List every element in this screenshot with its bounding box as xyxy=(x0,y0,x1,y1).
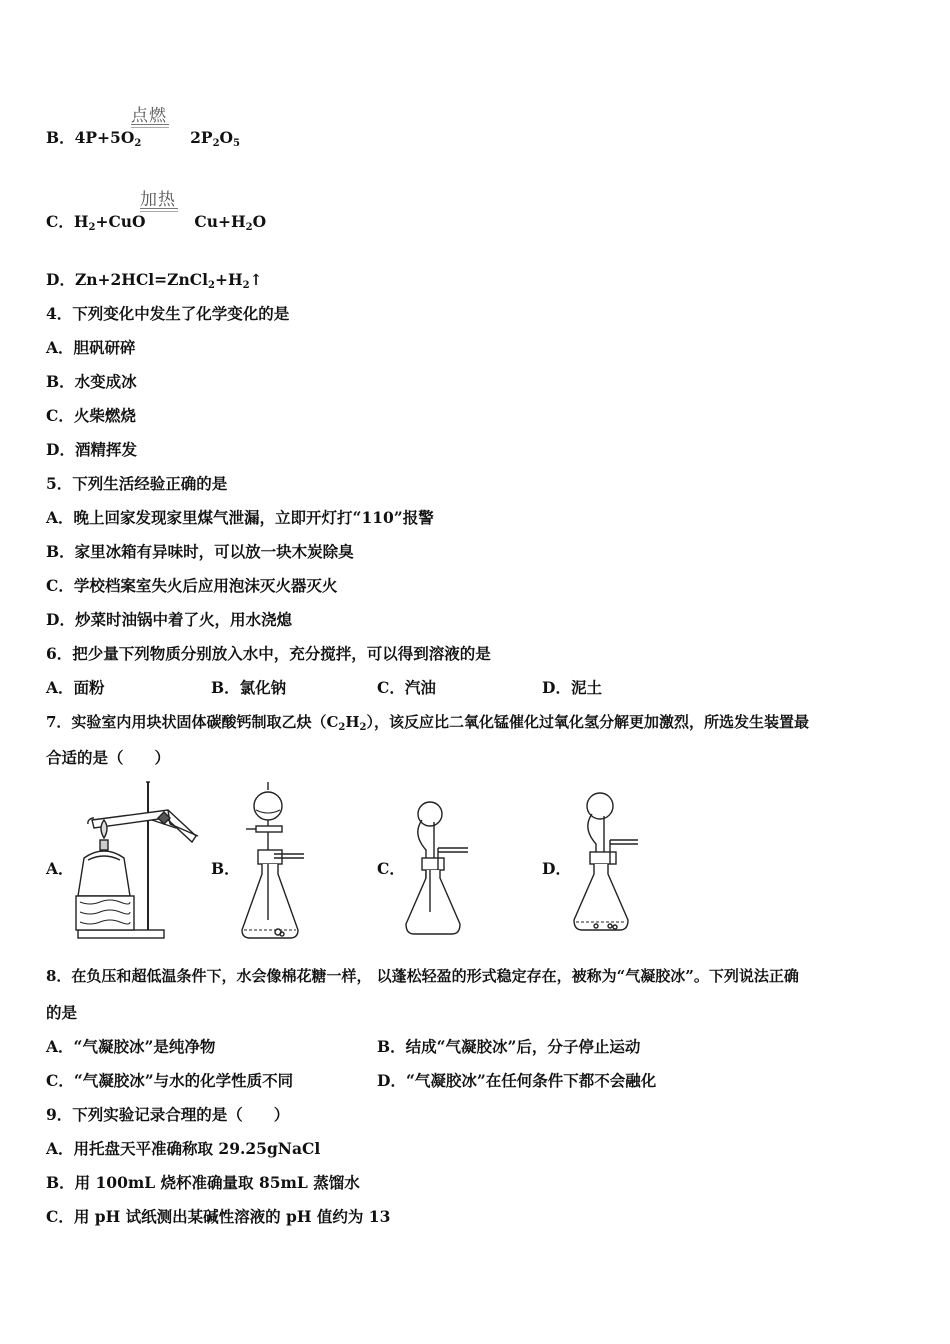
option-label: D． xyxy=(46,270,75,289)
q7-stem-line2: 合适的是（ ） xyxy=(46,748,171,767)
q5-option-a[interactable]: A．晚上回家发现家里煤气泄漏，立即开灯打“110”报警 xyxy=(46,508,434,527)
apparatus-a-heating-tube-icon[interactable] xyxy=(70,780,205,942)
stem-text: ），该反应比二氧化锰催化过氧化氢分解更加激烈，所选发生装置最 xyxy=(366,713,810,731)
equation-rhs: O xyxy=(252,212,267,231)
option-label: B． xyxy=(46,128,75,147)
q5-option-d[interactable]: D．炒菜时油锅中着了火，用水浇熄 xyxy=(46,610,292,629)
equation: +H xyxy=(214,270,243,289)
equation-lhs: 4P+5O xyxy=(74,128,135,147)
q8-option-a[interactable]: A．“气凝胶冰”是纯净物 xyxy=(46,1037,216,1056)
equation-rhs: Cu+H xyxy=(194,212,246,231)
reaction-condition-ignite: 点燃 xyxy=(131,106,167,126)
q6-option-a[interactable]: A．面粉 xyxy=(46,678,105,697)
reaction-condition-heat: 加热 xyxy=(140,190,176,210)
q7-option-b-label[interactable]: B． xyxy=(211,859,240,878)
q8-option-d[interactable]: D．“气凝胶冰”在任何条件下都不会融化 xyxy=(377,1071,657,1090)
subscript: 2 xyxy=(212,138,220,149)
q9-option-c[interactable]: C．用 pH 试纸测出某碱性溶液的 pH 值约为 13 xyxy=(46,1207,391,1226)
equation-rhs: O xyxy=(219,128,234,147)
subscript: 2 xyxy=(88,222,96,233)
q7-stem-line1 xyxy=(46,712,809,738)
q4-stem: 4．下列变化中发生了化学变化的是 xyxy=(46,304,290,323)
q6-option-b[interactable]: B．氯化钠 xyxy=(211,678,287,697)
subscript: 2 xyxy=(242,280,250,291)
subscript: 2 xyxy=(207,280,215,291)
subscript: 5 xyxy=(233,138,241,149)
q9-option-b[interactable]: B．用 100mL 烧杯准确量取 85mL 蒸馏水 xyxy=(46,1173,360,1192)
q8-option-b[interactable]: B．结成“气凝胶冰”后，分子停止运动 xyxy=(377,1037,641,1056)
subscript: 2 xyxy=(134,138,142,149)
q8-option-c[interactable]: C．“气凝胶冰”与水的化学性质不同 xyxy=(46,1071,294,1090)
option-label: C． xyxy=(46,212,74,231)
q6-option-c[interactable]: C．汽油 xyxy=(377,678,436,697)
q5-option-b[interactable]: B．家里冰箱有异味时，可以放一块木炭除臭 xyxy=(46,542,354,561)
q7-option-a-label[interactable]: A． xyxy=(46,859,74,878)
subscript: 2 xyxy=(338,722,346,733)
q4-option-b[interactable]: B．水变成冰 xyxy=(46,372,137,391)
subscript: 2 xyxy=(245,222,253,233)
q9-stem: 9．下列实验记录合理的是（ ） xyxy=(46,1105,290,1124)
stem-text: H xyxy=(345,713,360,731)
q9-option-a[interactable]: A．用托盘天平准确称取 29.25gNaCl xyxy=(46,1139,321,1158)
apparatus-b-separatory-funnel-flask-icon[interactable] xyxy=(238,780,308,942)
q4-option-c[interactable]: C．火柴燃烧 xyxy=(46,406,136,425)
condition-rule xyxy=(140,208,178,209)
q3-option-c[interactable] xyxy=(46,212,266,238)
q8-stem-line2: 的是 xyxy=(46,1003,78,1022)
q7-option-d-label[interactable]: D． xyxy=(542,859,571,878)
equation-lhs: +CuO xyxy=(95,212,146,231)
q6-option-d[interactable]: D．泥土 xyxy=(542,678,602,697)
q7-option-c-label[interactable]: C． xyxy=(377,859,405,878)
equation: Zn+2HCl=ZnCl xyxy=(74,270,208,289)
condition-rule xyxy=(131,124,169,125)
gas-arrow: ↑ xyxy=(249,270,263,289)
q6-stem: 6．把少量下列物质分别放入水中，充分搅拌，可以得到溶液的是 xyxy=(46,644,491,663)
equation-rhs: 2P xyxy=(190,128,213,147)
q5-stem: 5．下列生活经验正确的是 xyxy=(46,474,228,493)
q5-option-c[interactable]: C．学校档案室失火后应用泡沫灭火器灭火 xyxy=(46,576,338,595)
subscript: 2 xyxy=(359,722,367,733)
apparatus-d-long-neck-funnel-liquid-icon[interactable] xyxy=(570,790,645,942)
stem-text: 7．实验室内用块状固体碳酸钙制取乙炔（C xyxy=(46,713,339,731)
q3-option-d[interactable] xyxy=(46,270,263,296)
q3-option-b[interactable] xyxy=(46,128,240,154)
q4-option-a[interactable]: A．胆矾研碎 xyxy=(46,338,136,357)
apparatus-c-long-neck-funnel-flask-icon[interactable] xyxy=(400,800,475,942)
q8-stem-line1: 8．在负压和超低温条件下，水会像棉花糖一样， 以蓬松轻盈的形式稳定存在，被称为“气凝胶冰”。下列说法正确 xyxy=(46,967,799,985)
q4-option-d[interactable]: D．酒精挥发 xyxy=(46,440,137,459)
equation-lhs: H xyxy=(73,212,89,231)
